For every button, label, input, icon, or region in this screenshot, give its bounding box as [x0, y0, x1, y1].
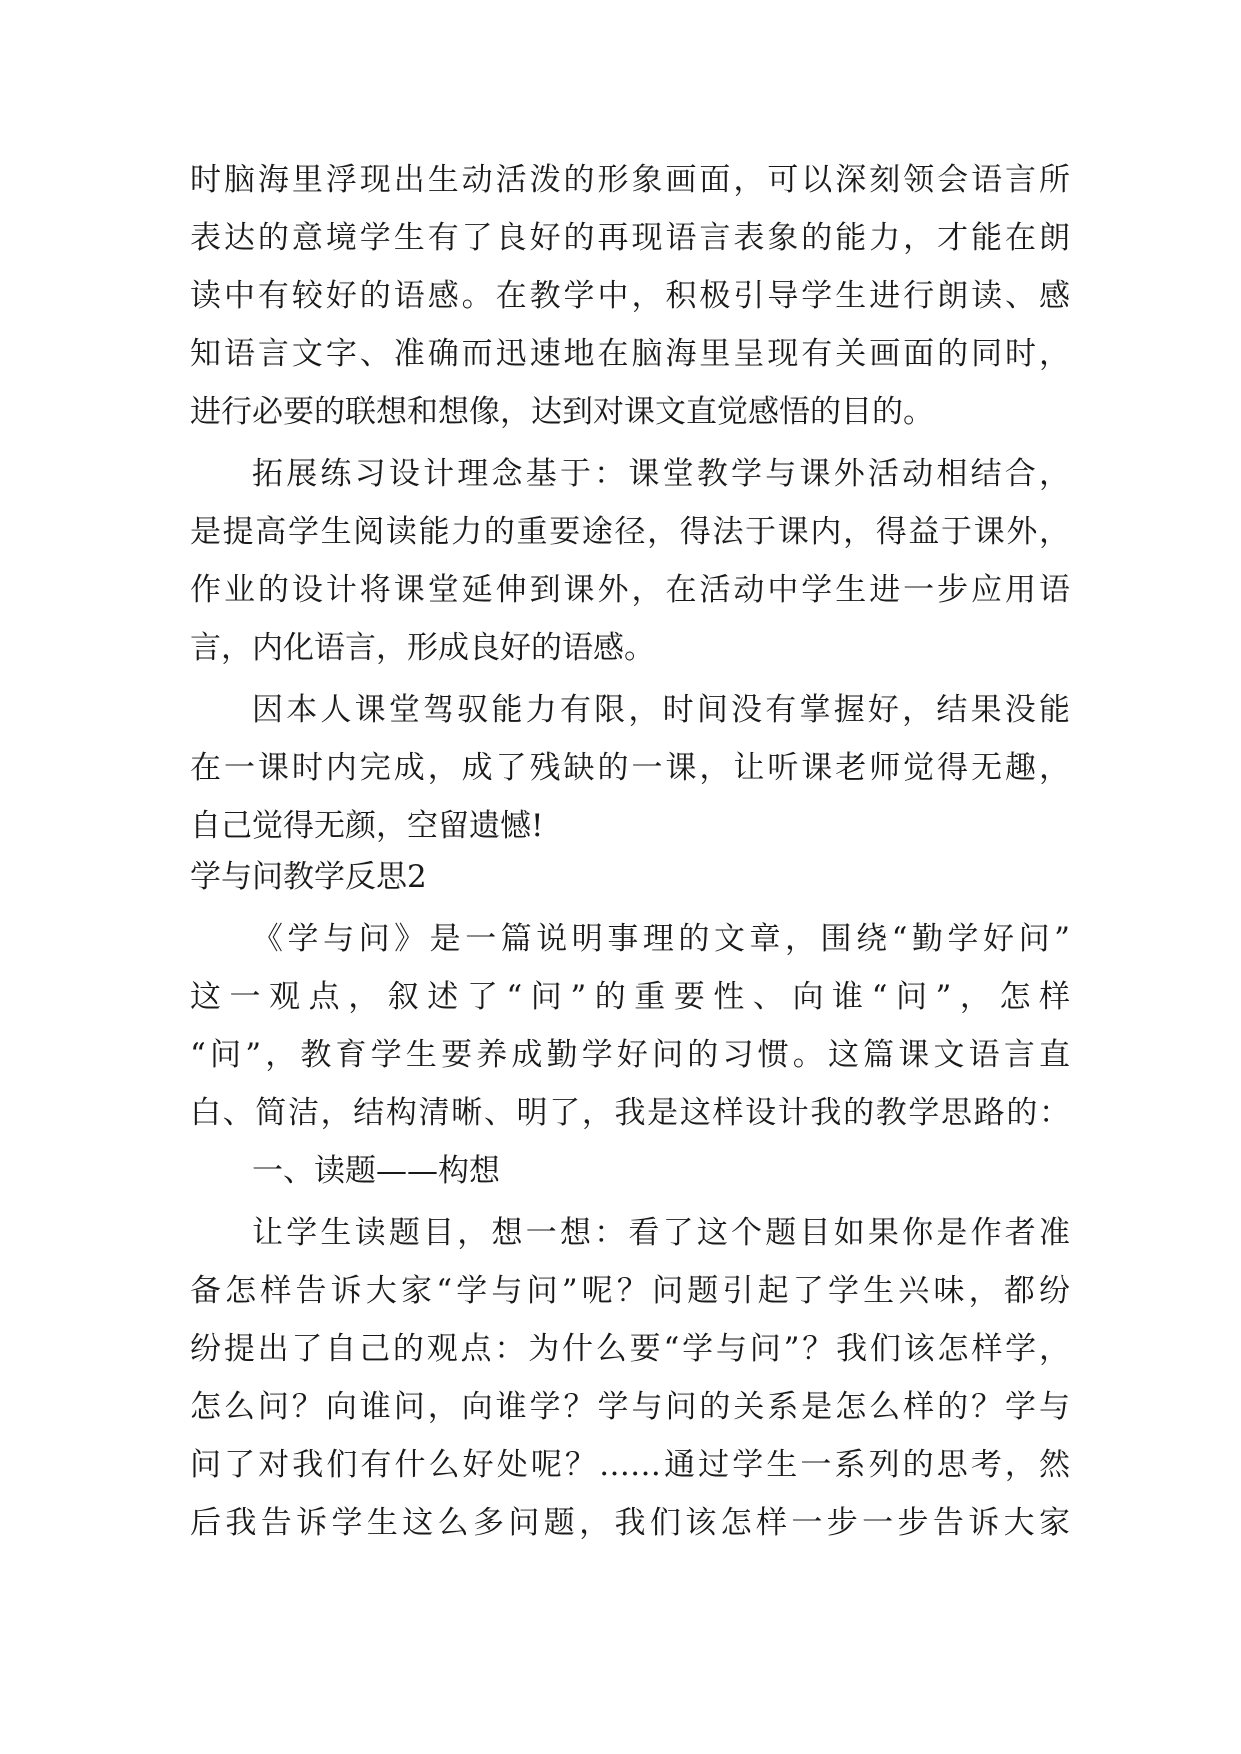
paragraph-line: 问了对我们有什么好处呢？……通过学生一系列的思考，然 [190, 1447, 1070, 1483]
paragraph-line: 言，内化语言，形成良好的语感。 [190, 630, 655, 666]
paragraph-line: 拓展练习设计理念基于：课堂教学与课外活动相结合， [252, 456, 1070, 492]
paragraph-line: 怎么问？向谁问，向谁学？学与问的关系是怎么样的？学与 [190, 1389, 1070, 1425]
paragraph-line: 时脑海里浮现出生动活泼的形象画面，可以深刻领会语言所 [190, 162, 1070, 198]
section-heading: 学与问教学反思2 [190, 859, 427, 895]
subsection-heading: 一、读题——构想 [252, 1153, 500, 1189]
paragraph-line: “问”，教育学生要养成勤学好问的习惯。这篇课文语言直 [190, 1037, 1070, 1073]
paragraph-line: 因本人课堂驾驭能力有限，时间没有掌握好，结果没能 [252, 692, 1070, 728]
paragraph-line: 这一观点，叙述了“问”的重要性、向谁“问”，怎样 [190, 979, 1070, 1015]
paragraph-line: 白、简洁，结构清晰、明了，我是这样设计我的教学思路的： [190, 1095, 1070, 1131]
paragraph-line: 自己觉得无颜，空留遗憾! [190, 808, 544, 844]
paragraph-line: 备怎样告诉大家“学与问”呢？问题引起了学生兴味，都纷 [190, 1273, 1070, 1309]
paragraph-line: 后我告诉学生这么多问题，我们该怎样一步一步告诉大家 [190, 1505, 1070, 1541]
paragraph-line: 表达的意境学生有了良好的再现语言表象的能力，才能在朗 [190, 220, 1070, 256]
paragraph-line: 知语言文字、准确而迅速地在脑海里呈现有关画面的同时， [190, 336, 1070, 372]
paragraph-line: 纷提出了自己的观点：为什么要“学与问”？我们该怎样学， [190, 1331, 1070, 1367]
paragraph-line: 是提高学生阅读能力的重要途径，得法于课内，得益于课外， [190, 514, 1070, 550]
paragraph-line: 读中有较好的语感。在教学中，积极引导学生进行朗读、感 [190, 278, 1070, 314]
paragraph-line: 在一课时内完成，成了残缺的一课，让听课老师觉得无趣， [190, 750, 1070, 786]
paragraph-line: 《学与问》是一篇说明事理的文章，围绕“勤学好问” [252, 921, 1070, 957]
paragraph-line: 作业的设计将课堂延伸到课外，在活动中学生进一步应用语 [190, 572, 1070, 608]
paragraph-line: 让学生读题目，想一想：看了这个题目如果你是作者准 [252, 1215, 1070, 1251]
paragraph-line: 进行必要的联想和想像，达到对课文直觉感悟的目的。 [190, 394, 934, 430]
